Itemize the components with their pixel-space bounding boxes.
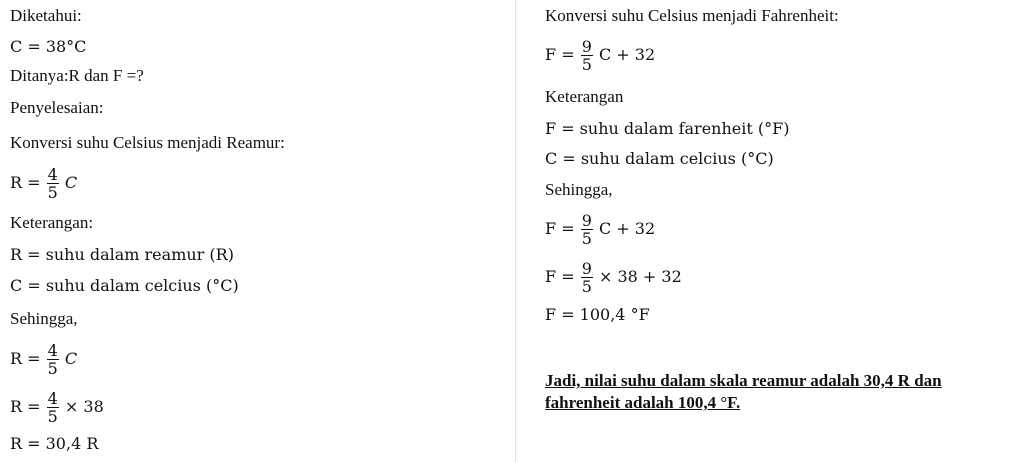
fraction-numerator: 9 bbox=[581, 211, 592, 230]
ket-celcius: C = suhu dalam celcius (°C) bbox=[545, 149, 774, 168]
step1-lhs: R = bbox=[10, 349, 41, 368]
ditanya-label: Ditanya:R dan F =? bbox=[10, 66, 144, 85]
step1-rhs: C + 32 bbox=[598, 219, 656, 238]
fraction-denominator: 5 bbox=[581, 55, 592, 74]
formula-rhs: C bbox=[64, 173, 78, 192]
step2-rhs: × 38 + 32 bbox=[598, 267, 682, 286]
fraction-numerator: 4 bbox=[47, 165, 58, 184]
step2-rhs: × 38 bbox=[64, 397, 104, 416]
diketahui-label: Diketahui: bbox=[10, 6, 82, 25]
fraction-denominator: 5 bbox=[47, 183, 58, 202]
fraction-numerator: 9 bbox=[581, 37, 592, 56]
fraction-numerator: 9 bbox=[581, 259, 592, 278]
step2-lhs: F = bbox=[545, 267, 575, 286]
formula-lhs: F = bbox=[545, 45, 575, 64]
ket-fahrenheit: F = suhu dalam farenheit (°F) bbox=[545, 119, 790, 138]
left-column bbox=[10, 0, 500, 462]
fraction bbox=[47, 390, 59, 425]
ket-celcius: C = suhu dalam celcius (°C) bbox=[10, 276, 239, 295]
fahrenheit-formula bbox=[545, 38, 655, 73]
column-divider bbox=[515, 0, 516, 462]
konversi-fahrenheit-heading: Konversi suhu Celsius menjadi Fahrenheit: bbox=[545, 6, 839, 25]
sehingga-label: Sehingga, bbox=[10, 309, 78, 328]
fraction-denominator: 5 bbox=[47, 407, 58, 426]
konversi-reamur-heading: Konversi suhu Celsius menjadi Reamur: bbox=[10, 133, 285, 152]
sehingga-label: Sehingga, bbox=[545, 180, 613, 199]
fraction-denominator: 5 bbox=[47, 359, 58, 378]
reamur-result: R = 30,4 R bbox=[10, 434, 99, 453]
fraction-numerator: 4 bbox=[47, 341, 58, 360]
given-celsius: C = 38°C bbox=[10, 37, 87, 56]
formula-lhs: R = bbox=[10, 173, 41, 192]
reamur-step1 bbox=[10, 342, 77, 377]
right-column bbox=[545, 0, 1015, 462]
ket-reamur: R = suhu dalam reamur (R) bbox=[10, 245, 234, 264]
keterangan-label: Keterangan: bbox=[10, 213, 94, 232]
formula-rhs: C + 32 bbox=[598, 45, 656, 64]
fraction-denominator: 5 bbox=[581, 229, 592, 248]
fraction bbox=[581, 212, 593, 247]
fraction-denominator: 5 bbox=[581, 277, 592, 296]
fraction bbox=[47, 166, 59, 201]
reamur-step2 bbox=[10, 390, 104, 425]
reamur-formula bbox=[10, 166, 77, 201]
fraction-numerator: 4 bbox=[47, 389, 58, 408]
penyelesaian-label: Penyelesaian: bbox=[10, 98, 104, 117]
keterangan-label: Keterangan bbox=[545, 87, 624, 106]
fahrenheit-step2 bbox=[545, 260, 682, 295]
fahrenheit-step1 bbox=[545, 212, 655, 247]
step1-rhs: C bbox=[64, 349, 78, 368]
step1-lhs: F = bbox=[545, 219, 575, 238]
step2-lhs: R = bbox=[10, 397, 41, 416]
conclusion: Jadi, nilai suhu dalam skala reamur adalah 30,4 R dan fahrenheit adalah 100,4 °F. bbox=[545, 371, 942, 412]
fahrenheit-result: F = 100,4 °F bbox=[545, 305, 650, 324]
fraction bbox=[581, 260, 593, 295]
fraction bbox=[47, 342, 59, 377]
fraction bbox=[581, 38, 593, 73]
